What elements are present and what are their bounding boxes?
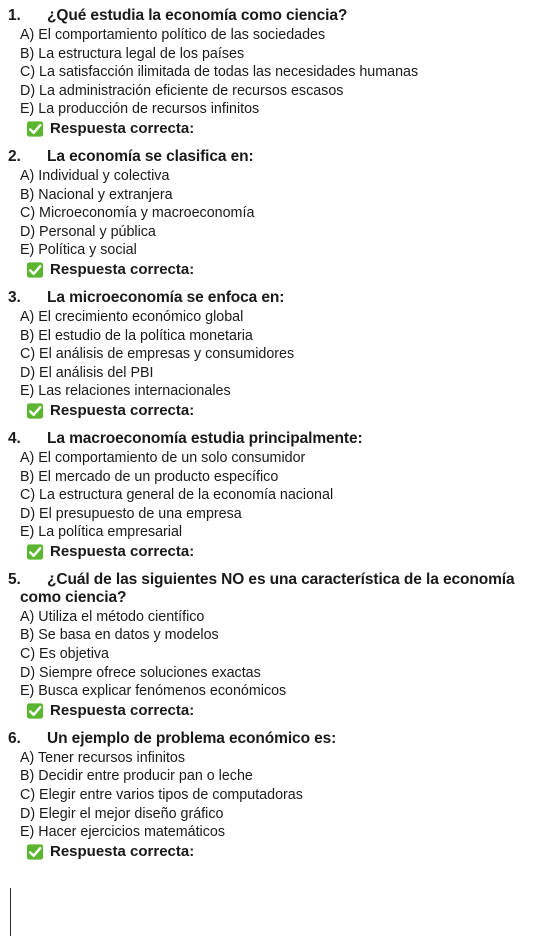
question-block [0,430,559,561]
answer-option: C) La satisfacción ilimitada de todas las necesidades humanas [20,64,419,81]
answer-option: A) Individual y colectiva [20,167,170,184]
check-mark-icon [26,261,45,279]
question-block [0,7,559,138]
correct-answer-row [0,120,559,138]
check-mark-icon [26,120,45,138]
answer-option: D) Siempre ofrece soluciones exactas [20,664,261,681]
options-list [0,749,559,842]
question-text: Un ejemplo de problema económico es: [47,729,337,747]
correct-answer-label: Respuesta correcta: [50,260,195,278]
correct-answer-label: Respuesta correcta: [50,701,195,719]
check-mark-icon [26,843,45,861]
answer-option: C) Microeconomía y macroeconomía [20,205,255,222]
question-heading [0,289,559,307]
question-text: ¿Qué estudia la economía como ciencia? [47,7,348,24]
correct-answer-row [0,402,559,420]
question-block [0,730,559,861]
answer-option: B) La estructura legal de los países [20,45,245,62]
question-block [0,571,559,720]
correct-answer-row [0,543,559,561]
correct-answer-row [0,843,559,861]
correct-answer-label: Respuesta correcta: [50,119,195,137]
question-heading [0,571,559,607]
answer-option: B) Se basa en datos y modelos [20,627,219,644]
question-text: La microeconomía se enfoca en: [47,288,285,306]
answer-option: C) El análisis de empresas y consumidores [20,346,295,363]
answer-option: C) Elegir entre varios tipos de computadoras [20,787,303,804]
question-number: 5. [8,570,21,588]
answer-option: E) Hacer ejercicios matemáticos [20,824,225,841]
answer-option: A) Tener recursos infinitos [20,749,186,766]
answer-option: E) Política y social [20,242,137,259]
answer-option: B) Decidir entre producir pan o leche [20,768,253,785]
answer-option: D) La administración eficiente de recursos escasos [20,82,344,99]
question-heading [0,7,559,25]
question-text: La economía se clasifica en: [47,147,254,165]
answer-option: C) Es objetiva [20,646,109,663]
question-number: 1. [8,7,21,24]
correct-answer-label: Respuesta correcta: [50,401,195,419]
correct-answer-row [0,702,559,720]
answer-option: A) El crecimiento económico global [20,308,244,325]
options-list [0,26,559,119]
question-heading [0,730,559,748]
check-mark-icon [26,402,45,420]
answer-option: B) El estudio de la política monetaria [20,327,253,344]
text-cursor-mark [10,888,11,936]
question-block [0,289,559,420]
answer-option: D) El análisis del PBI [20,364,154,381]
check-mark-icon [26,702,45,720]
answer-option: C) La estructura general de la economía nacional [20,487,334,504]
options-list [0,167,559,260]
question-heading [0,430,559,448]
answer-option: B) Nacional y extranjera [20,186,173,203]
question-heading [0,148,559,166]
answer-option: D) El presupuesto de una empresa [20,505,242,522]
question-number: 2. [8,147,21,165]
question-text: La macroeconomía estudia principalmente: [47,429,363,447]
options-list [0,608,559,701]
question-block [0,148,559,279]
question-number: 3. [8,288,21,306]
answer-option: E) La política empresarial [20,524,183,541]
correct-answer-label: Respuesta correcta: [50,542,195,560]
correct-answer-label: Respuesta correcta: [50,842,195,860]
answer-option: B) El mercado de un producto específico [20,468,279,485]
answer-option: D) Personal y pública [20,223,156,240]
answer-option: E) Las relaciones internacionales [20,383,231,400]
answer-option: A) Utiliza el método científico [20,608,205,625]
answer-option: E) La producción de recursos infinitos [20,101,260,118]
quiz-document [0,7,559,871]
options-list [0,308,559,401]
question-number: 4. [8,429,21,447]
answer-option: A) El comportamiento político de las sociedades [20,27,326,43]
answer-option: A) El comportamiento de un solo consumidor [20,449,306,466]
answer-option: D) Elegir el mejor diseño gráfico [20,805,224,822]
answer-option: E) Busca explicar fenómenos económicos [20,683,287,700]
question-number: 6. [8,729,21,747]
question-text: ¿Cuál de las siguientes NO es una característica de la economía como ciencia? [20,570,515,606]
check-mark-icon [26,543,45,561]
options-list [0,449,559,542]
correct-answer-row [0,261,559,279]
